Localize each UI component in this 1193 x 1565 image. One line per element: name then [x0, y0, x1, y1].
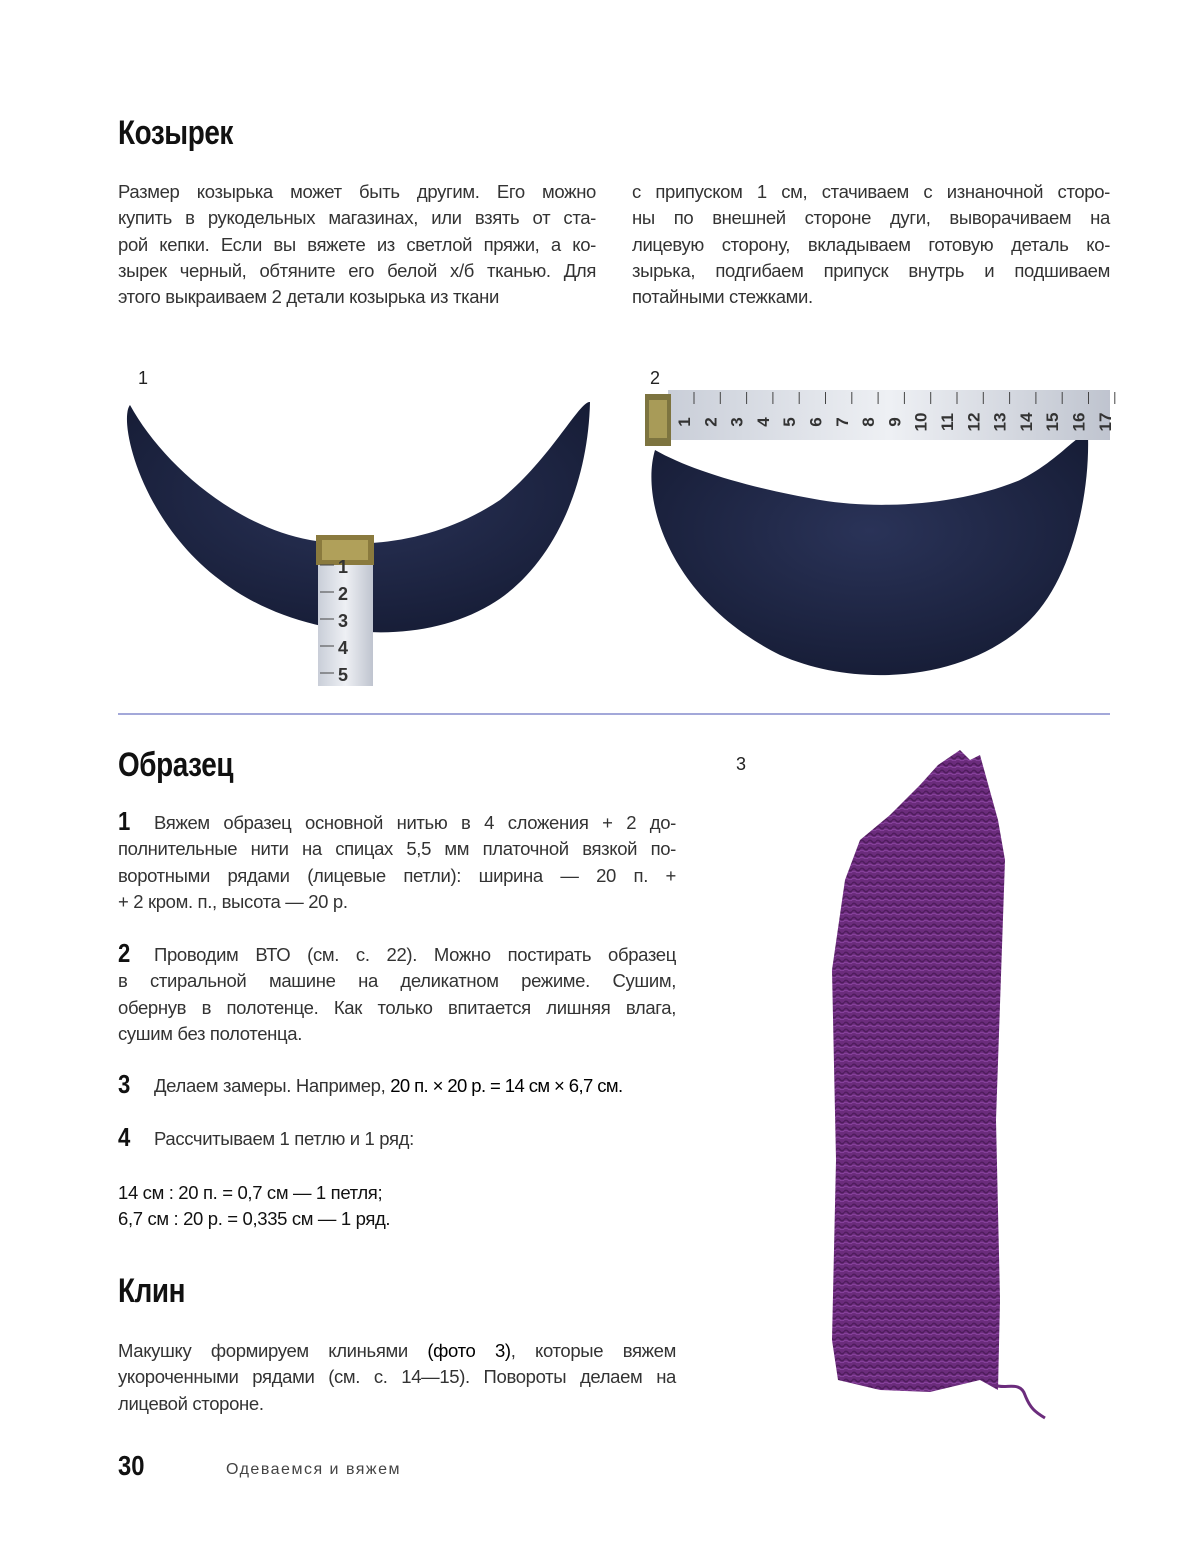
- tape-mark: 12: [964, 412, 984, 432]
- text-line: Проводим ВТО (см. с. 22). Можно постирать образец: [154, 944, 676, 965]
- tape-mark: 2: [338, 584, 349, 604]
- formulas: [118, 1180, 390, 1233]
- text-line: в стиральной машине на деликатном режиме. Сушим,: [118, 970, 676, 992]
- text-line: полнительные нити на спицах 5,5 мм платочной вязкой по-: [118, 838, 676, 860]
- step-3-text: [154, 1073, 623, 1099]
- tape-mark: 4: [753, 417, 773, 427]
- tape-mark: 1: [675, 417, 694, 427]
- section-title-visor: Козырек: [118, 114, 233, 152]
- tape-mark: 2: [701, 417, 721, 427]
- section-title-wedge: Клин: [118, 1272, 186, 1310]
- wedge-text: Макушку формируем клиньями: [118, 1340, 428, 1361]
- formula-stitch: 14 см : 20 п. = 0,7 см — 1 петля;: [118, 1182, 383, 1203]
- section-divider: [118, 713, 1110, 715]
- photo-reference: (фото 3): [427, 1340, 511, 1361]
- tape-mark: 3: [727, 417, 747, 427]
- tape-measure-horizontal: [645, 390, 1115, 446]
- step-2-text: [118, 942, 676, 1047]
- step-number-2: 2: [118, 938, 131, 968]
- yarn-tail: [995, 1385, 1045, 1418]
- text-line: потайными стежками.: [632, 286, 813, 308]
- wedge-line: лицевой стороне.: [118, 1392, 264, 1414]
- tape-mark: 1: [338, 557, 349, 577]
- tape-mark: 17: [1095, 412, 1115, 432]
- visor-shape: [651, 434, 1088, 675]
- tape-mark: 16: [1069, 412, 1089, 432]
- tape-mark: 4: [338, 638, 349, 658]
- photo-label-3: 3: [736, 754, 747, 774]
- wedge-line: [118, 1338, 676, 1364]
- step-number-4: 4: [118, 1122, 131, 1152]
- tape-mark: 8: [859, 417, 879, 427]
- tape-mark: 11: [938, 413, 957, 431]
- text-line: + 2 кром. п., высота — 20 р.: [118, 890, 348, 912]
- tape-mark: 3: [338, 611, 349, 631]
- visor-paragraph-right: [632, 179, 1110, 310]
- tape-mark: 15: [1043, 412, 1063, 432]
- text-line: купить в рукодельных магазинах, или взять от ста-: [118, 207, 596, 229]
- tape-measure-vertical: [316, 535, 374, 686]
- tape-mark: 14: [1016, 412, 1036, 432]
- text-line: этого выкраиваем 2 детали козырька из ткани: [118, 286, 500, 308]
- visor-paragraph-left: [118, 179, 596, 310]
- step-1-text: [118, 810, 676, 915]
- section-title-sample: Образец: [118, 746, 234, 784]
- tape-mark: 13: [990, 412, 1010, 432]
- tape-mark: 5: [338, 665, 349, 685]
- text-line: Размер козырька может быть другим. Его можно: [118, 181, 596, 202]
- text-line: рой кепки. Если вы вяжете из светлой пряжи, а ко-: [118, 233, 596, 255]
- knitted-swatch: [832, 750, 1005, 1392]
- text-line: с припуском 1 см, стачиваем с изнаночной сторо-: [632, 181, 1110, 202]
- text-line: зырька, подгибаем припуск внутрь и подшиваем: [632, 259, 1110, 281]
- text-line: лицевую сторону, вкладываем готовую деталь ко-: [632, 233, 1110, 255]
- tape-mark: 7: [832, 417, 852, 427]
- visor-photo-1: [110, 390, 610, 700]
- step-4-text: Рассчитываем 1 петлю и 1 ряд:: [154, 1128, 414, 1149]
- text-line: ны по внешней стороне дуги, выворачиваем на: [632, 207, 1110, 229]
- tape-mark: 10: [911, 412, 931, 432]
- step-number-3: 3: [118, 1069, 131, 1099]
- photo-label-1: 1: [138, 368, 149, 388]
- text-line: Вяжем образец основной нитью в 4 сложения + 2 до-: [154, 812, 676, 833]
- visor-photo-2: [640, 380, 1120, 690]
- tape-mark: 9: [885, 417, 905, 427]
- text-line: воротными рядами (лицевые петли): ширина — 20 п. +: [118, 864, 676, 886]
- formula-row: 6,7 см : 20 р. = 0,335 см — 1 ряд.: [118, 1208, 391, 1230]
- page-number: 30: [118, 1450, 145, 1481]
- step-3-result: 20 п. × 20 р. = 14 см × 6,7 см.: [390, 1075, 623, 1096]
- tape-mark: 6: [806, 417, 826, 427]
- text-line: зырек черный, обтяните его белой х/б тканью. Для: [118, 259, 596, 281]
- text-line: обернув в полотенце. Как только впитается лишняя влага,: [118, 996, 676, 1018]
- book-title: Одеваемся и вяжем: [226, 1461, 402, 1478]
- wedge-text: , которые вяжем: [510, 1340, 676, 1361]
- tape-mark: 5: [780, 417, 800, 427]
- wedge-paragraph: [118, 1338, 676, 1417]
- step-3-lead: Делаем замеры. Например,: [154, 1075, 391, 1096]
- text-line: сушим без полотенца.: [118, 1022, 303, 1044]
- knitted-sample-photo: [820, 740, 1060, 1430]
- step-number-1: 1: [118, 806, 131, 836]
- wedge-line: укороченными рядами (см. с. 14—15). Повороты делаем на: [118, 1366, 676, 1388]
- photo-label-2: 2: [650, 368, 661, 388]
